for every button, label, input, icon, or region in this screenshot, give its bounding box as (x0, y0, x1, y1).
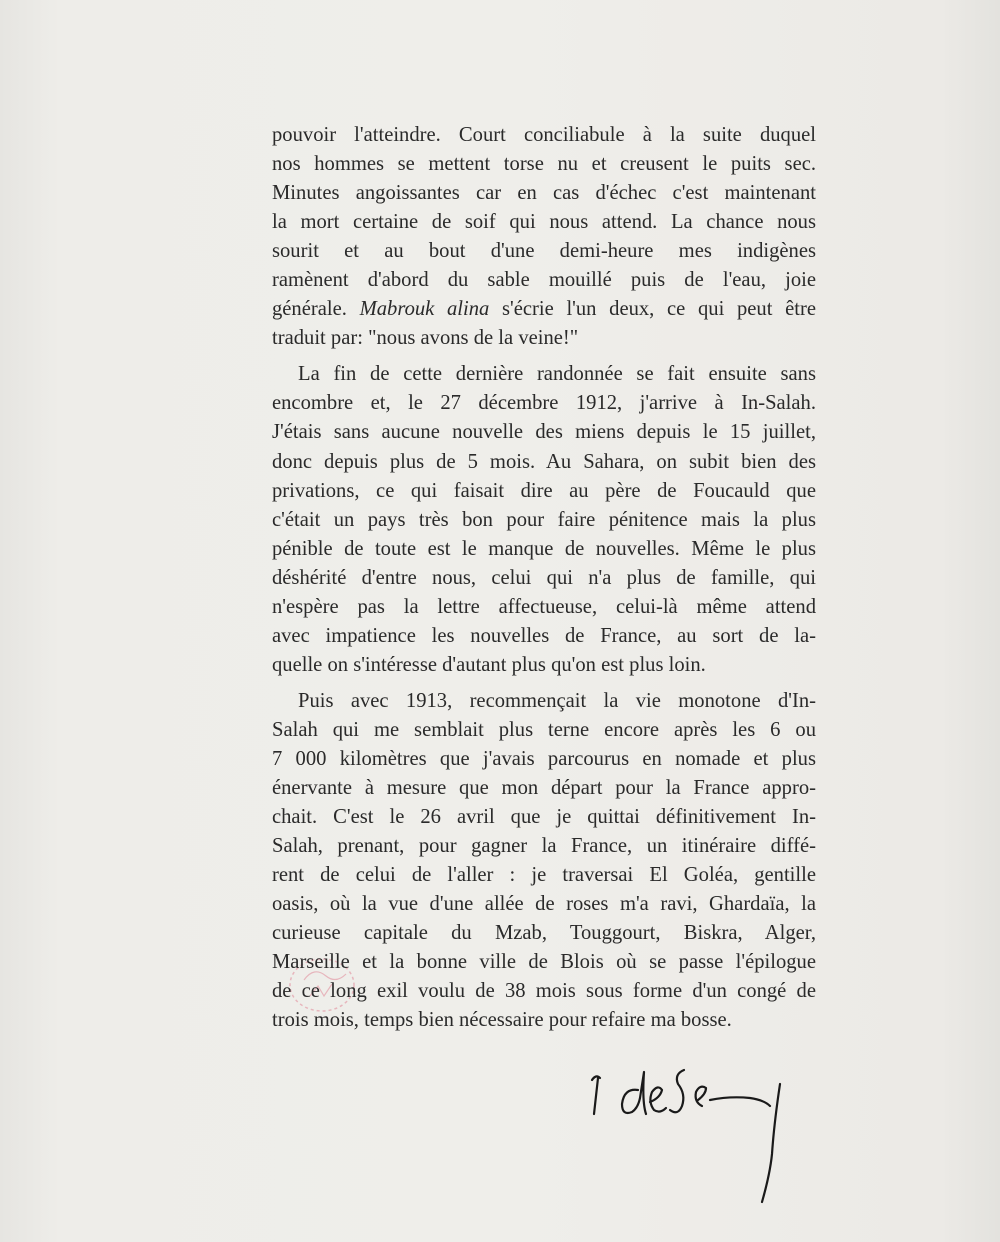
paragraph-1 (272, 121, 816, 353)
text-fragment: s'écrie l'un deux, ce qui peut être (489, 298, 816, 321)
text-line: trois mois, temps bien nécessaire pour refaire ma bosse. (272, 1009, 732, 1032)
text-line: Salah, prenant, pour gagner la France, un itinéraire diffé- (272, 835, 816, 858)
text-line: traduit par: "nous avons de la veine!" (272, 327, 579, 350)
text-line: La fin de cette dernière randonnée se fait ensuite sans (298, 363, 816, 386)
text-line: Puis avec 1913, recommençait la vie monotone d'In- (298, 689, 816, 712)
text-line: de ce long exil voulu de 38 mois sous forme d'un congé de (272, 980, 816, 1003)
paragraph-gap (272, 680, 816, 687)
text-line: énervante à mesure que mon départ pour la France appro- (272, 777, 816, 800)
text-line: quelle on s'intéresse d'autant plus qu'on est plus loin. (272, 653, 706, 676)
paragraph-gap (272, 353, 816, 360)
text-line: donc depuis plus de 5 mois. Au Sahara, on subit bien des (272, 450, 816, 473)
text-line: chait. C'est le 26 avril que je quittai définitivement In- (272, 806, 816, 829)
text-line: Minutes angoissantes car en cas d'échec c'est maintenant (272, 182, 816, 205)
text-line: déshérité d'entre nous, celui qui n'a plus de famille, qui (272, 566, 816, 589)
text-line: Salah qui me semblait plus terne encore après les 6 ou (272, 718, 816, 741)
text-line: J'étais sans aucune nouvelle des miens depuis le 15 juillet, (272, 421, 816, 444)
text-line: pénible de toute est le manque de nouvelles. Même le plus (272, 537, 816, 560)
text-line: encombre et, le 27 décembre 1912, j'arrive à In-Salah. (272, 392, 816, 415)
text-line: 7 000 kilomètres que j'avais parcourus en nomade et plus (272, 747, 816, 770)
text-line: la mort certaine de soif qui nous attend. La chance nous (272, 211, 816, 234)
handwritten-signature (580, 1060, 820, 1210)
text-line: sourit et au bout d'une demi-heure mes indigènes (272, 240, 816, 263)
text-line: rent de celui de l'aller : je traversai El Goléa, gentille (272, 864, 816, 887)
text-line: c'était un pays très bon pour faire pénitence mais la plus (272, 508, 816, 531)
text-line: nos hommes se mettent torse nu et creusent le puits sec. (272, 153, 816, 176)
text-line: pouvoir l'atteindre. Court conciliabule à la suite duquel (272, 124, 816, 146)
text-line: ramènent d'abord du sable mouillé puis de l'eau, joie (272, 269, 816, 292)
italic-phrase: Mabrouk alina (359, 298, 490, 321)
text-line (272, 295, 816, 324)
text-line: oasis, où la vue d'une allée de roses m'a ravi, Ghardaïa, la (272, 893, 816, 916)
text-line: curieuse capitale du Mzab, Touggourt, Biskra, Alger, (272, 922, 816, 945)
text-line: privations, ce qui faisait dire au père de Foucauld que (272, 479, 816, 502)
text-line: Marseille et la bonne ville de Blois où se passe l'épilogue (272, 951, 816, 974)
text-fragment: générale. (272, 298, 360, 321)
text-line: n'espère pas la lettre affectueuse, celui-là même attend (272, 595, 816, 618)
paragraph-3 (272, 687, 816, 1036)
body-text (272, 121, 816, 1035)
paragraph-2 (272, 360, 816, 680)
text-line: avec impatience les nouvelles de France, au sort de la- (272, 624, 816, 647)
